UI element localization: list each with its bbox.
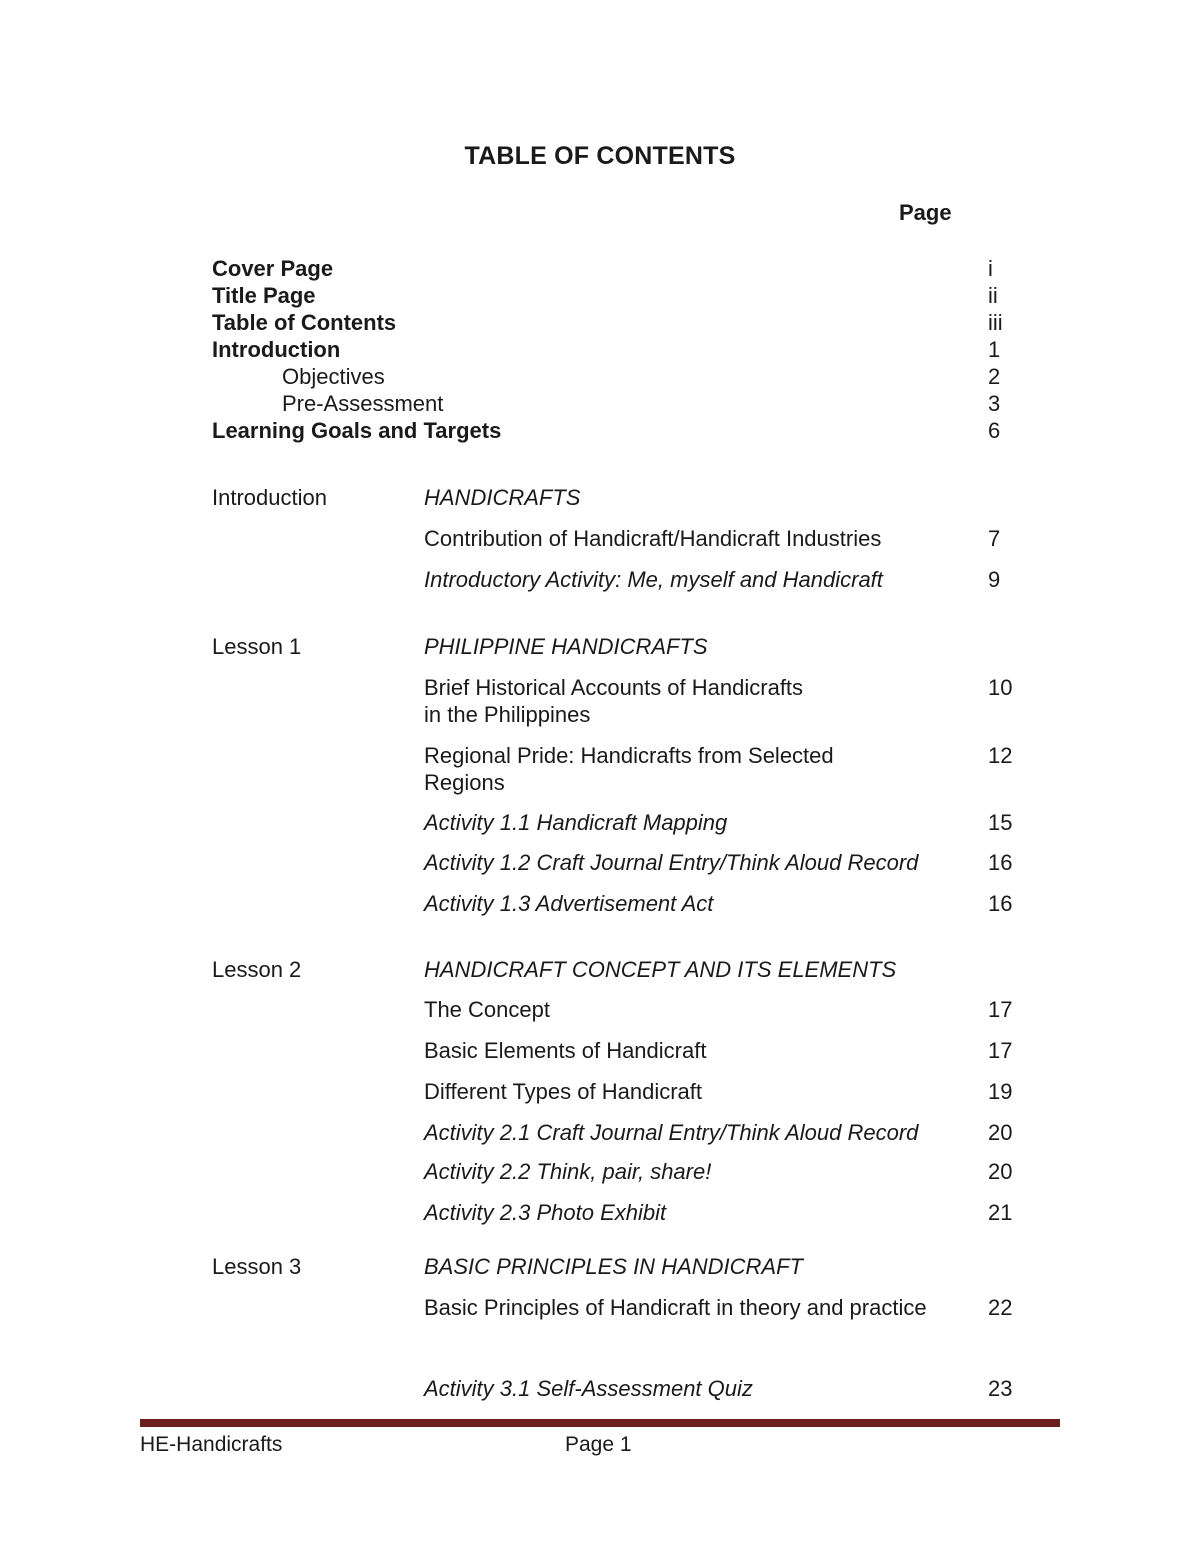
toc-row-learning-goals bbox=[212, 417, 1032, 444]
toc-entry-page: 7 bbox=[988, 526, 1001, 551]
toc-entry: Activity 1.3 Advertisement Act bbox=[424, 891, 714, 916]
toc-entry: Activity 1.2 Craft Journal Entry/Think Aloud Record bbox=[424, 850, 919, 875]
toc-entry: Brief Historical Accounts of Handicrafts bbox=[424, 675, 804, 700]
toc-row-page: i bbox=[988, 256, 993, 281]
footer-rule bbox=[140, 1419, 1060, 1427]
toc-entry: Activity 2.3 Photo Exhibit bbox=[424, 1200, 667, 1225]
toc-row-label: Cover Page bbox=[212, 256, 334, 281]
toc-entry-page: 19 bbox=[988, 1079, 1013, 1104]
toc-entry: Activity 2.1 Craft Journal Entry/Think Aloud Record bbox=[424, 1120, 919, 1145]
toc-row-table-of-contents bbox=[212, 309, 1032, 336]
toc-entry: Different Types of Handicraft bbox=[424, 1079, 702, 1104]
section-label: Lesson 1 bbox=[212, 634, 302, 659]
toc-entry-page: 15 bbox=[988, 810, 1013, 835]
toc-row-label: Pre-Assessment bbox=[282, 391, 444, 416]
toc-row-label: Title Page bbox=[212, 283, 316, 308]
footer-document-name: HE-Handicrafts bbox=[140, 1433, 283, 1456]
toc-row-page: iii bbox=[988, 310, 1003, 335]
toc-entry-continued: in the Philippines bbox=[424, 702, 591, 727]
toc-entry: Introductory Activity: Me, myself and Handicraft bbox=[424, 567, 883, 592]
toc-row-page: 6 bbox=[988, 418, 1001, 443]
toc-row-page: 2 bbox=[988, 364, 1001, 389]
toc-row-label: Learning Goals and Targets bbox=[212, 418, 502, 443]
toc-entry-page: 20 bbox=[988, 1120, 1013, 1145]
toc-entry-continued: Regions bbox=[424, 770, 505, 795]
section-label: Introduction bbox=[212, 485, 327, 510]
toc-entry-page: 17 bbox=[988, 997, 1013, 1022]
toc-row-objectives bbox=[212, 363, 1032, 390]
section-heading: BASIC PRINCIPLES IN HANDICRAFT bbox=[424, 1254, 803, 1279]
toc-row-page: 1 bbox=[988, 337, 1001, 362]
toc-row-label: Objectives bbox=[282, 364, 385, 389]
toc-entry-page: 10 bbox=[988, 675, 1013, 700]
toc-entry-page: 23 bbox=[988, 1376, 1013, 1401]
toc-row-page: 3 bbox=[988, 391, 1001, 416]
toc-entry-page: 12 bbox=[988, 743, 1013, 768]
toc-entry-page: 22 bbox=[988, 1295, 1013, 1320]
toc-entry-page: 20 bbox=[988, 1159, 1013, 1184]
toc-row-label: Table of Contents bbox=[212, 310, 397, 335]
toc-entry-page: 9 bbox=[988, 567, 1001, 592]
section-label: Lesson 2 bbox=[212, 957, 302, 982]
section-heading: HANDICRAFT CONCEPT AND ITS ELEMENTS bbox=[424, 957, 897, 982]
toc-row-title-page bbox=[212, 282, 1032, 309]
front-matter-list bbox=[212, 255, 1032, 444]
toc-row-pre-assessment bbox=[212, 390, 1032, 417]
toc-row-cover-page bbox=[212, 255, 1032, 282]
toc-entry: Regional Pride: Handicrafts from Selected bbox=[424, 743, 834, 768]
toc-entry-page: 16 bbox=[988, 850, 1013, 875]
toc-entry: Basic Elements of Handicraft bbox=[424, 1038, 707, 1063]
toc-row-page: ii bbox=[988, 283, 998, 308]
toc-entry-page: 21 bbox=[988, 1200, 1013, 1225]
toc-entry: The Concept bbox=[424, 997, 550, 1022]
page-title: TABLE OF CONTENTS bbox=[464, 142, 736, 170]
toc-entry: Basic Principles of Handicraft in theory and practice bbox=[424, 1295, 927, 1320]
section-heading: PHILIPPINE HANDICRAFTS bbox=[424, 634, 708, 659]
section-heading: HANDICRAFTS bbox=[424, 485, 581, 510]
toc-entry-page: 16 bbox=[988, 891, 1013, 916]
toc-entry-page: 17 bbox=[988, 1038, 1013, 1063]
toc-entry: Activity 1.1 Handicraft Mapping bbox=[424, 810, 728, 835]
section-label: Lesson 3 bbox=[212, 1254, 302, 1279]
page-column-label: Page bbox=[899, 200, 952, 225]
toc-entry: Contribution of Handicraft/Handicraft Industries bbox=[424, 526, 882, 551]
footer-page-number: Page 1 bbox=[565, 1433, 632, 1456]
toc-entry: Activity 2.2 Think, pair, share! bbox=[424, 1159, 712, 1184]
toc-row-label: Introduction bbox=[212, 337, 341, 362]
toc-row-introduction bbox=[212, 336, 1032, 363]
toc-entry: Activity 3.1 Self-Assessment Quiz bbox=[424, 1376, 753, 1401]
